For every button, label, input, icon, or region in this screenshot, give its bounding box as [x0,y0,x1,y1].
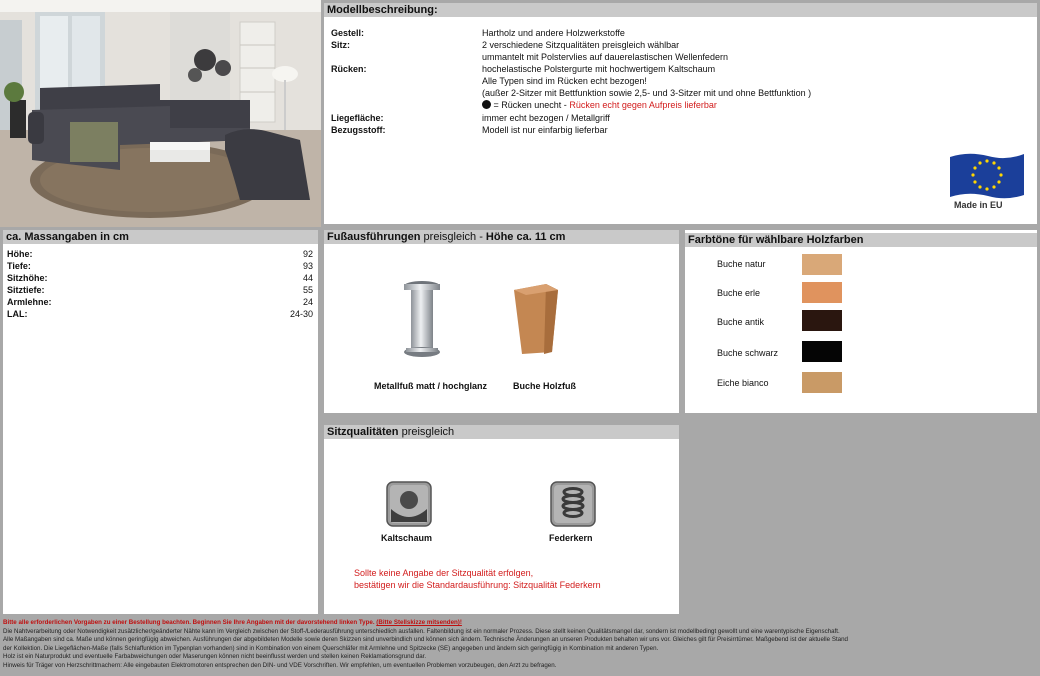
footer-disclaimer [0,617,1040,676]
desc-label-gestell: Gestell: [331,28,365,38]
desc-value-ruecken-2: Alle Typen sind im Rücken echt bezogen! [482,76,647,86]
desc-value-ruecken: hochelastische Polstergurte mit hochwertigem Kaltschaum [482,64,716,74]
color-swatch-buche-antik [802,310,842,331]
model-description-panel [321,0,1040,227]
desc-label-liegeflaeche: Liegefläche: [331,113,384,123]
sofa-room-image [0,0,321,227]
desc-label-bezugsstoff: Bezugsstoff: [331,125,386,135]
color-swatch-buche-schwarz [802,341,842,362]
dimensions-panel [0,227,321,617]
footer-line-3: der Kollektion. Die Liegeflächen-Maße (falls Schlaffunktion im Typenplan vorhanden) sind in Kombination von einem Querschläfer mit Armlehne und Spitzecke (SE) angegeben und ändern sich geringfügig in Kombination mit anderen Typen. [3,644,659,652]
unecht-note [482,99,717,111]
cold-foam-label: Kaltschaum [381,533,433,543]
seat-note-line2: bestätigen wir die Standardausführung: Sitzqualität Federkern [354,580,601,590]
wood-colors-panel [682,227,1040,416]
spring-core-icon [550,481,596,527]
model-description-title: Modellbeschreibung: [324,3,1037,17]
cold-foam-icon [386,481,432,527]
color-label-buche-schwarz: Buche schwarz [717,348,779,358]
footer-line-1: Die Nahtverarbeitung oder Notwendigkeit zusätzlicher/geänderter Nähte kann im Vergleich zwischen der Stoff-/Lederausführung unterschiedlich ausfallen. Faltenbildung ist ein normaler Prozess. Diese stellt keinen Qualitätsmangel dar, sondern ist modellbedingt gewollt und eine warentypische Eigenschaft. [3,627,840,635]
dim-row-sitztiefe: Sitztiefe: 55 [7,285,313,295]
dim-row-hoehe: Höhe: 92 [7,249,313,259]
seat-quality-title: Sitzqualitäten preisgleich [324,425,679,439]
metal-foot-icon [402,280,442,358]
desc-label-sitz: Sitz: [331,40,350,50]
seat-quality-panel [321,422,682,617]
dim-row-sitzhoehe: Sitzhöhe: 44 [7,273,313,283]
feet-title: Fußausführungen preisgleich - Höhe ca. 11 cm [324,230,679,244]
wood-colors-title: Farbtöne für wählbare Holzfarben [685,233,1037,247]
unecht-text: = Rücken unecht - [493,100,567,110]
footer-line-4: Holz ist ein Naturprodukt und eventuelle Farbabweichungen oder Maserungen können nicht beeinflusst werden und stellen keinen Reklamationsgrund dar. [3,653,427,661]
desc-value-sitz-2: ummantelt mit Polstervlies auf dauerelastischen Wellenfedern [482,52,728,62]
eu-flag-icon [948,151,1026,201]
color-swatch-eiche-bianco [802,372,842,393]
color-swatch-buche-erle [802,282,842,303]
dim-row-tiefe: Tiefe: 93 [7,261,313,271]
dimensions-title: ca. Massangaben in cm [3,230,318,244]
feet-panel [321,227,682,416]
color-label-eiche-bianco: Eiche bianco [717,378,769,388]
wood-foot-icon [512,282,560,356]
footer-line-5: Hinweis für Träger von Herzschrittmachern: Alle eingebauten Elektromotoren entsprechen den DIN- und VDE Vorschriften. Wir empfehlen, um eventuellen Problemen vorzubeugen, den Arzt zu befragen. [3,661,557,669]
product-photo [0,0,321,227]
spring-core-label: Federkern [549,533,593,543]
desc-value-bezugsstoff: Modell ist nur einfarbig lieferbar [482,125,608,135]
desc-value-liegeflaeche: immer echt bezogen / Metallgriff [482,113,610,123]
dim-row-lal: LAL: 24-30 [7,309,313,319]
black-dot-icon [482,100,491,109]
desc-value-sitz: 2 verschiedene Sitzqualitäten preisgleich wählbar [482,40,680,50]
wood-foot-label: Buche Holzfuß [513,381,576,391]
color-label-buche-natur: Buche natur [717,259,766,269]
desc-value-gestell: Hartholz und andere Holzwerkstoffe [482,28,625,38]
footer-red-line: Bitte alle erforderlichen Vorgaben zu einer Bestellung beachten. Beginnen Sie Ihre Angaben mit der davorstehend linken Type. (Bitte Stellskizze mitsenden)! [3,619,462,626]
seat-note-line1: Sollte keine Angabe der Sitzqualität erfolgen, [354,568,534,578]
footer-line-2: Alle Maßangaben sind ca. Maße und können geringfügig abweichen. Ausführungen der abgebildeten Modelle sowie deren Skizzen sind unverbindlich und können sich ändern. Technische Änderungen an unseren Produkten behalten wir uns vor. Gleiches gilt für Preisirrtümer. Maßgebend ist der aktuelle Stand [3,636,849,644]
made-in-eu-label: Made in EU [954,200,1003,210]
metal-foot-label: Metallfuß matt / hochglanz [374,381,488,391]
desc-label-ruecken: Rücken: [331,64,367,74]
color-label-buche-antik: Buche antik [717,317,765,327]
color-label-buche-erle: Buche erle [717,288,761,298]
unecht-red-text: Rücken echt gegen Aufpreis lieferbar [569,100,717,110]
desc-value-ruecken-3: (außer 2-Sitzer mit Bettfunktion sowie 2,5- und 3-Sitzer mit und ohne Bettfunktion ) [482,88,812,98]
color-swatch-buche-natur [802,254,842,275]
dim-row-armlehne: Armlehne: 24 [7,297,313,307]
